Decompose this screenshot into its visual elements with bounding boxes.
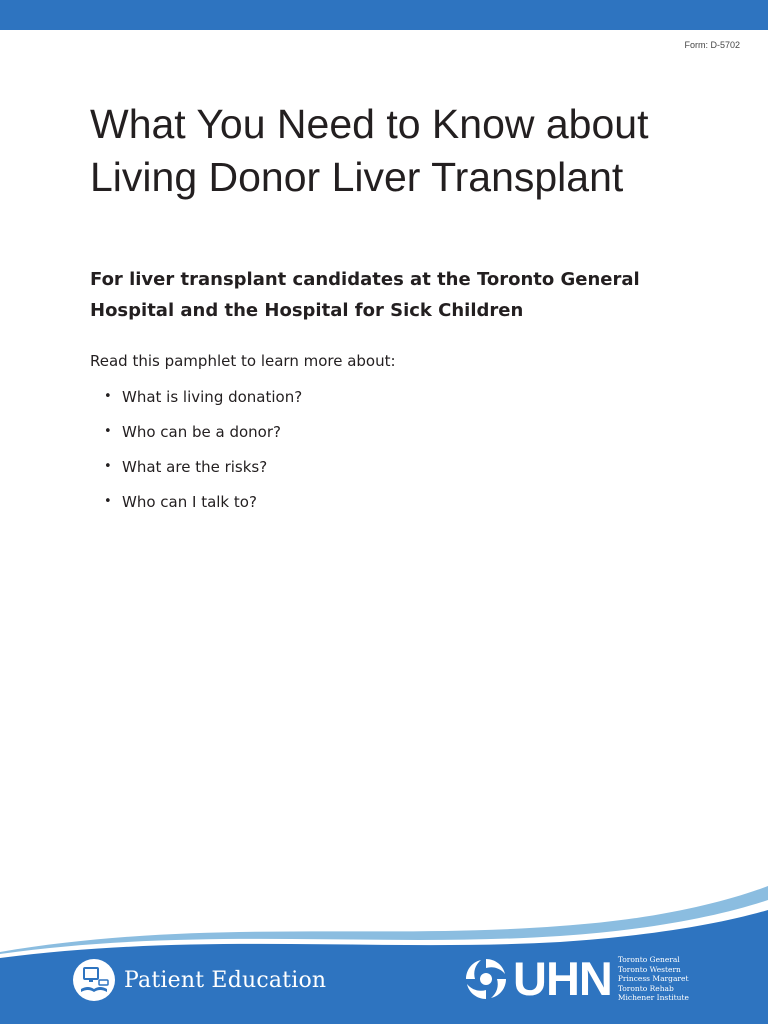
uhn-site: Michener Institute — [617, 993, 689, 1003]
topic-list — [104, 387, 302, 527]
document-title — [90, 98, 730, 204]
uhn-swirl-logo-icon — [463, 956, 509, 1002]
bullet-icon: • — [104, 459, 112, 474]
uhn-site: Toronto General — [617, 955, 680, 965]
intro-text: Read this pamphlet to learn more about: — [90, 352, 396, 370]
list-item — [104, 422, 302, 457]
patient-education-label: Patient Education — [124, 967, 327, 993]
document-subtitle-line-2: Hospital and the Hospital for Sick Children — [90, 300, 524, 321]
uhn-wordmark: UHN — [513, 952, 612, 1005]
bullet-icon: • — [104, 494, 112, 509]
computer-book-icon — [72, 958, 116, 1002]
list-item — [104, 492, 302, 527]
list-item-text: What are the risks? — [122, 458, 268, 476]
uhn-site: Princess Margaret — [617, 974, 689, 984]
uhn-site: Toronto Rehab — [617, 983, 674, 993]
list-item — [104, 387, 302, 422]
list-item-text: Who can be a donor? — [122, 423, 281, 441]
top-brand-bar — [0, 0, 768, 30]
document-subtitle — [90, 264, 690, 326]
document-title-line-2: Living Donor Liver Transplant — [90, 154, 624, 200]
document-subtitle-line-1: For liver transplant candidates at the Toronto General — [90, 269, 640, 290]
list-item — [104, 457, 302, 492]
uhn-site: Toronto Western — [617, 964, 681, 974]
bullet-icon: • — [104, 424, 112, 439]
list-item-text: What is living donation? — [122, 388, 303, 406]
uhn-site-list — [618, 955, 689, 1003]
uhn-brand — [463, 954, 689, 1004]
bullet-icon: • — [104, 389, 112, 404]
form-code: Form: D-5702 — [684, 40, 740, 50]
patient-education-brand — [72, 957, 326, 1003]
list-item-text: Who can I talk to? — [122, 493, 257, 511]
document-title-line-1: What You Need to Know about — [90, 101, 649, 147]
